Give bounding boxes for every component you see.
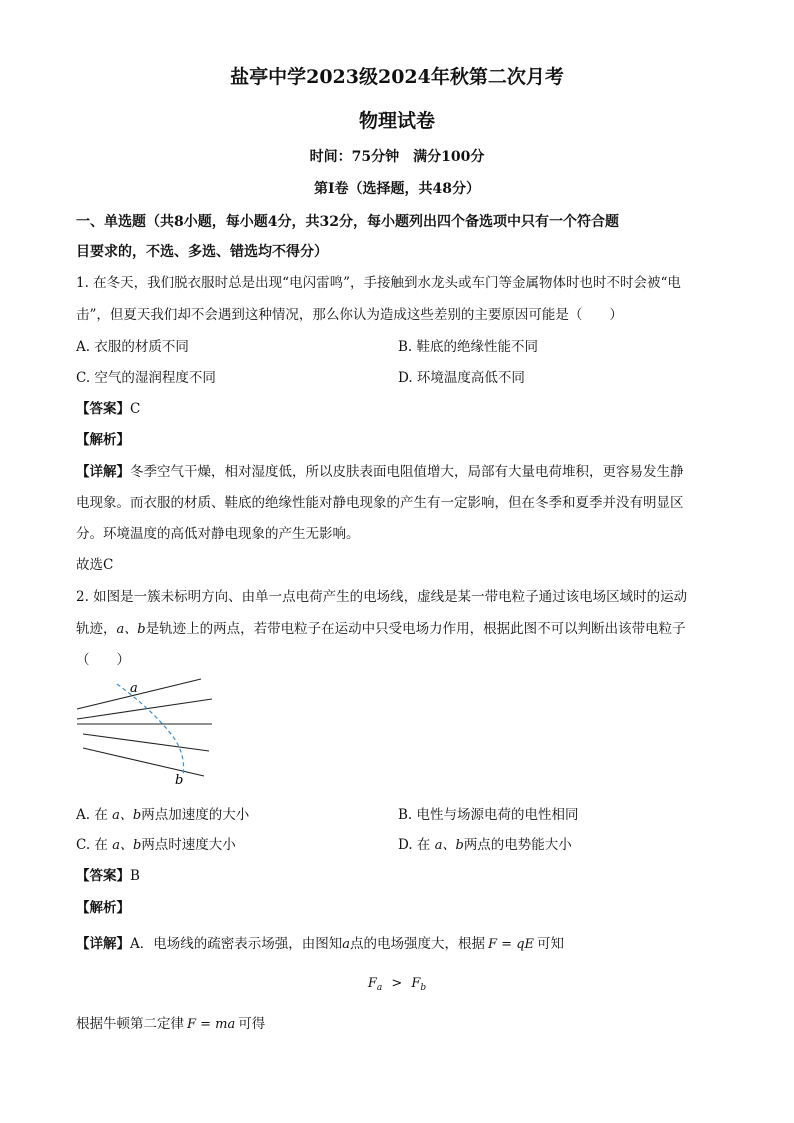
point-b-label: b [175,773,184,788]
point-a-label: a [130,681,138,696]
q1-option-b: B. 鞋底的绝缘性能不同 [398,339,539,355]
q2-option-d: D. 在 a、b两点的电势能大小 [398,837,572,853]
force-inequality: $F_a > F_b$ [367,976,427,993]
field-line-1 [77,679,201,709]
q1-detail-line1: 【详解】冬季空气干燥，相对湿度低，所以皮肤表面电阻值增大，局部有大量电荷堆积，更容易发生静 [76,464,684,480]
particle-trajectory [117,684,184,776]
q1-option-c: C. 空气的湿润程度不同 [76,370,216,386]
q2-answer: 【答案】B [76,868,140,884]
q2-detail-line1: 【详解】A．电场线的疏密表示场强，由图知a点的电场强度大，根据 F = qE 可知 [76,936,565,952]
q2-option-c: C. 在 a、b两点时速度大小 [76,837,236,853]
q2-analysis-tag: 【解析】 [76,900,130,916]
q1-detail-line2: 电现象。而衣服的材质、鞋底的绝缘性能对静电现象的产生有一定影响，但在冬季和夏季并没有明显区 [76,495,684,511]
exam-title: 盐亭中学2023级2024年秋第二次月考 [230,66,564,88]
q2-option-b: B. 电性与场源电荷的电性相同 [398,807,579,823]
q2-stem-line2: 轨迹，a、b是轨迹上的两点，若带电粒子在运动中只受电场力作用，根据此图不可以判断出该带电粒子 [76,621,686,637]
section-header: 第Ⅰ卷（选择题，共48分） [313,181,481,197]
field-line-4 [83,734,209,751]
q1-stem-line1: 1. 在冬天，我们脱衣服时总是出现“电闪雷鸣”，手接触到水龙头或车门等金属物体时也时不时会被“电 [76,275,681,291]
q1-detail-line3: 分。环境温度的高低对静电现象的产生无影响。 [76,526,360,542]
q2-newton-line: 根据牛顿第二定律 F = ma 可得 [76,1016,266,1032]
field-line-5 [83,748,204,776]
field-line-2 [77,699,212,719]
q1-conclusion: 故选C [76,557,114,573]
part1-instruction-line1: 一、单选题（共8小题，每小题4分，共32分，每小题列出四个备选项中只有一个符合题 [76,214,619,230]
q1-analysis-tag: 【解析】 [76,432,130,448]
q1-option-a: A. 衣服的材质不同 [76,339,189,355]
q2-stem-line3: （ ） [76,652,130,668]
q1-option-d: D. 环境温度高低不同 [398,370,525,386]
time-info: 时间：75分钟 满分100分 [309,149,485,165]
electric-field-figure [74,676,219,792]
q1-stem-line2: 击”，但夏天我们却不会遇到这种情况，那么你认为造成这些差别的主要原因可能是（ ） [76,307,623,323]
q2-option-a: A. 在 a、b两点加速度的大小 [76,807,250,823]
exam-subtitle: 物理试卷 [358,110,435,132]
part1-instruction-line2: 目要求的，不选、多选、错选均不得分） [76,244,328,260]
q2-stem-line1: 2. 如图是一簇未标明方向、由单一点电荷产生的电场线，虚线是某一带电粒子通过该电场区域时的运动 [76,589,688,605]
q1-answer: 【答案】C [76,401,141,417]
